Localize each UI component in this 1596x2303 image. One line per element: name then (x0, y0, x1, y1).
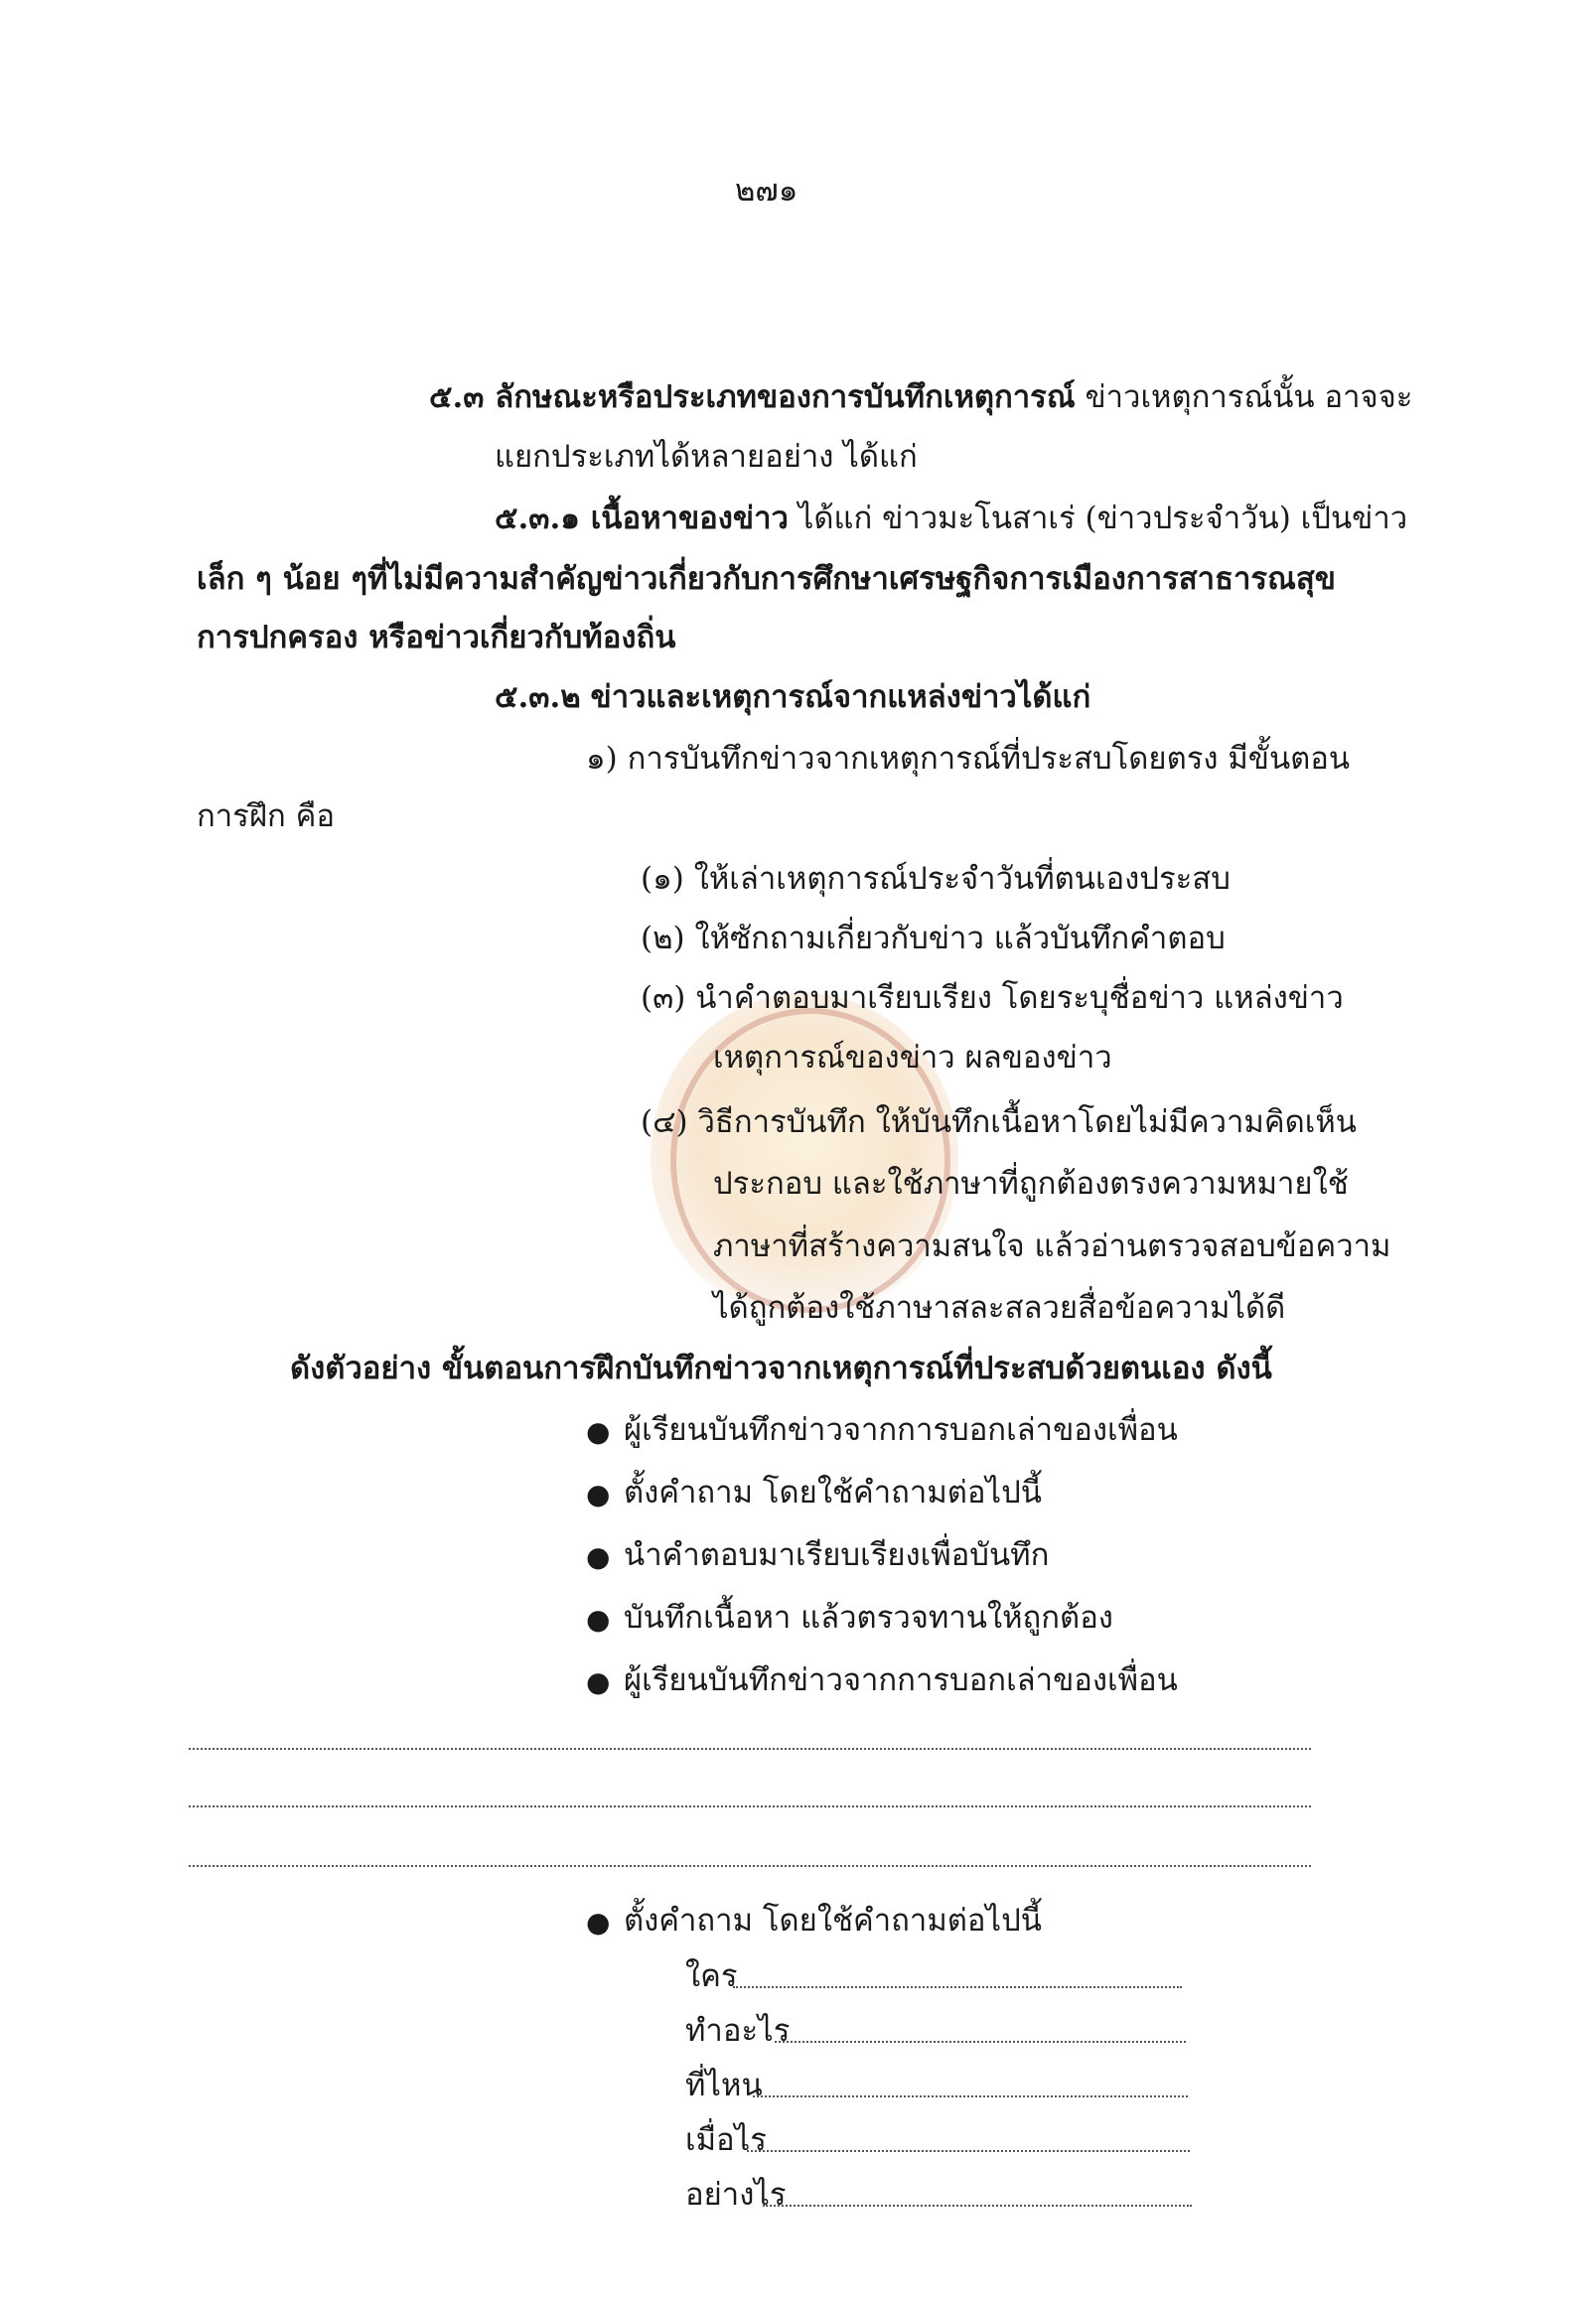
word: การสาธารณสุข (1125, 561, 1336, 597)
subsection-2-bold: ๕.๓.๒ (495, 679, 581, 715)
bullet-item: บันทึกเนื้อหา แล้วตรวจทานให้ถูกต้อง (624, 1600, 1113, 1636)
subsection-1-line2 (197, 559, 1336, 599)
bullet-icon: ● (586, 1415, 611, 1448)
item-1: ๑) การบันทึกข่าวจากเหตุการณ์ที่ประสบโดยตรง มีขั้นตอน (586, 741, 1351, 777)
word: เศรษฐกิจ (888, 561, 1010, 597)
word: เล็ก ๆ น้อย ๆ (197, 561, 368, 597)
answer-line[interactable] (733, 1986, 1182, 1988)
bullet-item: นำคำตอบมาเรียบเรียงเพื่อบันทึก (624, 1537, 1050, 1573)
subsection-1-bold: ๕.๓.๑ เนื้อหาของข่าว (495, 501, 789, 536)
subsection-1-rest: ได้แก่ ข่าวมะโนสาเร่ (ข่าวประจำวัน) เป็นข่าว (798, 501, 1408, 536)
bullet-icon: ● (586, 1665, 611, 1698)
subsection-2-heading (495, 677, 1090, 717)
answer-line[interactable] (775, 2041, 1186, 2043)
bullet-icon: ● (586, 1540, 611, 1573)
question-label: ที่ไหน (685, 2068, 763, 2103)
step-1: (๑) ให้เล่าเหตุการณ์ประจำวันที่ตนเองประสบ (641, 861, 1231, 897)
word: ที่ไม่มีความสำคัญ (367, 561, 603, 597)
step-3-continued: เหตุการณ์ของข่าว ผลของข่าว (713, 1040, 1112, 1076)
question-label: ใคร (685, 1958, 738, 1994)
subsection-2-rest: ข่าวและเหตุการณ์จากแหล่งข่าวได้แก่ (590, 679, 1091, 715)
step-4-continued: ภาษาที่สร้างความสนใจ แล้วอ่านตรวจสอบข้อความ (713, 1228, 1391, 1264)
writing-line[interactable] (189, 1865, 1311, 1867)
bullet-item: ผู้เรียนบันทึกข่าวจากการบอกเล่าของเพื่อน (624, 1412, 1178, 1448)
bullet-icon: ● (586, 1478, 611, 1511)
subsection-1-line3: การปกครอง หรือข่าวเกี่ยวกับท้องถิ่น (197, 620, 676, 655)
bullet-icon: ● (586, 1906, 611, 1939)
example-intro: ดังตัวอย่าง ขั้นตอนการฝึกบันทึกข่าวจากเหตุการณ์ที่ประสบด้วยตนเอง ดังนี้ (290, 1351, 1272, 1386)
step-2: (๒) ให้ซักถามเกี่ยวกับข่าว แล้วบันทึกคำตอบ (641, 921, 1226, 956)
bullet-icon: ● (586, 1603, 611, 1636)
question-label: ทำอะไร (685, 2013, 791, 2049)
word: การเมือง (1009, 561, 1126, 597)
item-1-continued: การฝึก คือ (197, 798, 335, 834)
section-heading-rest: ข่าวเหตุการณ์นั้น อาจจะ (1085, 379, 1413, 415)
answer-line[interactable] (747, 2150, 1190, 2152)
question-label: อย่างไร (685, 2177, 787, 2213)
question-label: เมื่อไร (685, 2122, 767, 2158)
section-heading (429, 377, 1412, 417)
writing-line[interactable] (189, 1748, 1311, 1750)
word: ข่าวเกี่ยวกับการศึกษา (602, 561, 889, 597)
step-4: (๔) วิธีการบันทึก ให้บันทึกเนื้อหาโดยไม่มีความคิดเห็น (641, 1104, 1357, 1140)
step-4-continued: ประกอบ และใช้ภาษาที่ถูกต้องตรงความหมายใช้ (713, 1166, 1349, 1202)
step-4-continued: ได้ถูกต้องใช้ภาษาสละสลวยสื่อข้อความได้ดี (713, 1290, 1286, 1326)
section-heading-line2: แยกประเภทได้หลายอย่าง ได้แก่ (495, 439, 918, 475)
bullet-questions: ตั้งคำถาม โดยใช้คำถามต่อไปนี้ (624, 1903, 1042, 1939)
section-heading-bold: ๕.๓ ลักษณะหรือประเภทของการบันทึกเหตุการณ์ (429, 379, 1076, 415)
writing-line[interactable] (189, 1805, 1311, 1807)
answer-line[interactable] (763, 2205, 1192, 2207)
bullet-item: ตั้งคำถาม โดยใช้คำถามต่อไปนี้ (624, 1475, 1042, 1511)
answer-line[interactable] (753, 2095, 1188, 2097)
subsection-1-heading (495, 499, 1407, 538)
bullet-item: ผู้เรียนบันทึกข่าวจากการบอกเล่าของเพื่อน (624, 1662, 1178, 1698)
page-number: ๒๗๑ (735, 173, 798, 209)
step-3: (๓) นำคำตอบมาเรียบเรียง โดยระบุชื่อข่าว แหล่งข่าว (641, 980, 1344, 1016)
